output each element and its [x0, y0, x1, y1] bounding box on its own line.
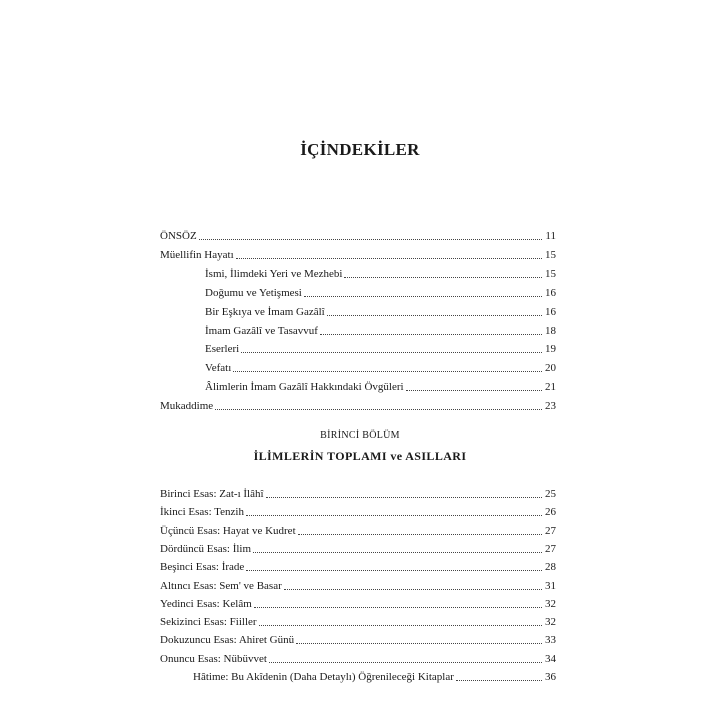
- toc-entry: [160, 244, 556, 262]
- toc-entry-label: ÖNSÖZ: [160, 230, 197, 242]
- toc-entry: [160, 520, 556, 538]
- toc-entry-label: Altıncı Esas: Sem' ve Basar: [160, 579, 282, 592]
- dot-leader: [284, 589, 542, 590]
- toc-entry-page: 18: [545, 324, 556, 337]
- toc-entry-label: Birinci Esas: Zat-ı İlâhî: [160, 488, 264, 500]
- toc-entry-label: Onuncu Esas: Nübüvvet: [160, 652, 267, 665]
- toc-entry: [205, 376, 556, 394]
- toc-entry-label: Dördüncü Esas: İlim: [160, 542, 252, 555]
- dot-leader: [298, 534, 542, 535]
- toc-entry: [160, 648, 556, 666]
- toc-entry: [160, 611, 556, 629]
- toc-title: İÇİNDEKİLER: [300, 140, 420, 159]
- toc-entry-page: 21: [545, 381, 556, 394]
- toc-entry-page: 25: [545, 488, 556, 500]
- dot-leader: [320, 334, 542, 335]
- toc-entry-page: 32: [545, 597, 556, 610]
- toc-entry-label: Eserleri: [205, 343, 240, 356]
- section-subtitle: BİRİNCİ BÖLÜM: [320, 430, 400, 441]
- toc-entry: [160, 556, 556, 574]
- toc-entry: [205, 263, 556, 281]
- toc-entry-page: 16: [545, 305, 556, 318]
- toc-entry: [160, 629, 556, 647]
- toc-entry-page: 36: [545, 671, 556, 683]
- toc-entry-page: 15: [545, 267, 556, 280]
- toc-entry: [205, 282, 556, 300]
- dot-leader: [259, 625, 542, 626]
- toc-entry: [205, 301, 556, 319]
- toc-entry: [160, 575, 556, 593]
- toc-entry-page: 20: [545, 362, 556, 375]
- toc-entry-label: Beşinci Esas: İrade: [160, 561, 245, 574]
- dot-leader: [233, 371, 542, 372]
- dot-leader: [304, 296, 542, 297]
- toc-entry-label: Bir Eşkıya ve İmam Gazâlî: [205, 305, 325, 318]
- dot-leader: [215, 409, 542, 410]
- toc-entry: [160, 501, 556, 519]
- toc-entry-label: Âlimlerin İmam Gazâlî Hakkındaki Övgüleri: [205, 381, 404, 394]
- toc-entry: [160, 395, 556, 413]
- toc-entry-label: Yedinci Esas: Kelâm: [160, 597, 252, 610]
- dot-leader: [266, 497, 542, 498]
- dot-leader: [253, 552, 542, 553]
- toc-entry-label: Sekizinci Esas: Fiiller: [160, 616, 257, 629]
- toc-entry: [205, 338, 556, 356]
- toc-entry-page: 27: [545, 524, 556, 537]
- toc-entry-page: 19: [545, 343, 556, 356]
- toc-entry-label: İsmi, İlimdeki Yeri ve Mezhebi: [205, 267, 343, 280]
- toc-entry-label: Hâtime: Bu Akîdenin (Daha Detaylı) Öğrenileceği Kitaplar: [193, 671, 454, 683]
- dot-leader: [296, 643, 542, 644]
- dot-leader: [344, 277, 542, 278]
- toc-entry-page: 26: [545, 506, 556, 519]
- toc-entry: [160, 225, 556, 243]
- toc-entry-page: 11: [545, 230, 556, 242]
- toc-entry-label: Doğumu ve Yetişmesi: [205, 286, 302, 299]
- dot-leader: [246, 515, 542, 516]
- dot-leader: [456, 680, 542, 681]
- toc-entry-page: 23: [545, 400, 556, 413]
- section-title: İLİMLERİN TOPLAMI ve ASILLARI: [253, 449, 467, 463]
- dot-leader: [246, 570, 542, 571]
- toc-entry: [160, 483, 556, 501]
- toc-entry: [205, 357, 556, 375]
- toc-entry-page: 16: [545, 286, 556, 299]
- toc-entry: [205, 320, 556, 338]
- toc-entry-page: 33: [545, 634, 556, 647]
- toc-entry-label: Dokuzuncu Esas: Ahiret Günü: [160, 634, 295, 647]
- dot-leader: [254, 607, 542, 608]
- toc-entry-page: 27: [545, 542, 556, 555]
- dot-leader: [406, 390, 542, 391]
- toc-entry-label: Müellifin Hayatı: [160, 248, 234, 261]
- dot-leader: [241, 352, 542, 353]
- dot-leader: [199, 239, 542, 240]
- dot-leader: [327, 315, 542, 316]
- toc-entry: [160, 538, 556, 556]
- dot-leader: [269, 662, 542, 663]
- toc-entry-page: 31: [545, 579, 556, 592]
- toc-entry: [160, 593, 556, 611]
- toc-entry-label: Mukaddime: [160, 400, 214, 413]
- toc-entry-page: 34: [545, 652, 556, 665]
- toc-entry-label: Vefatı: [205, 362, 232, 375]
- dot-leader: [236, 258, 542, 259]
- toc-entry-label: İkinci Esas: Tenzih: [160, 506, 244, 519]
- toc-entry-label: İmam Gazâlî ve Tasavvuf: [205, 324, 318, 337]
- toc-entry-page: 32: [545, 616, 556, 629]
- toc-entry: [193, 666, 556, 684]
- toc-entry-page: 15: [545, 248, 556, 261]
- toc-entry-page: 28: [545, 561, 556, 574]
- toc-entry-label: Üçüncü Esas: Hayat ve Kudret: [160, 524, 296, 537]
